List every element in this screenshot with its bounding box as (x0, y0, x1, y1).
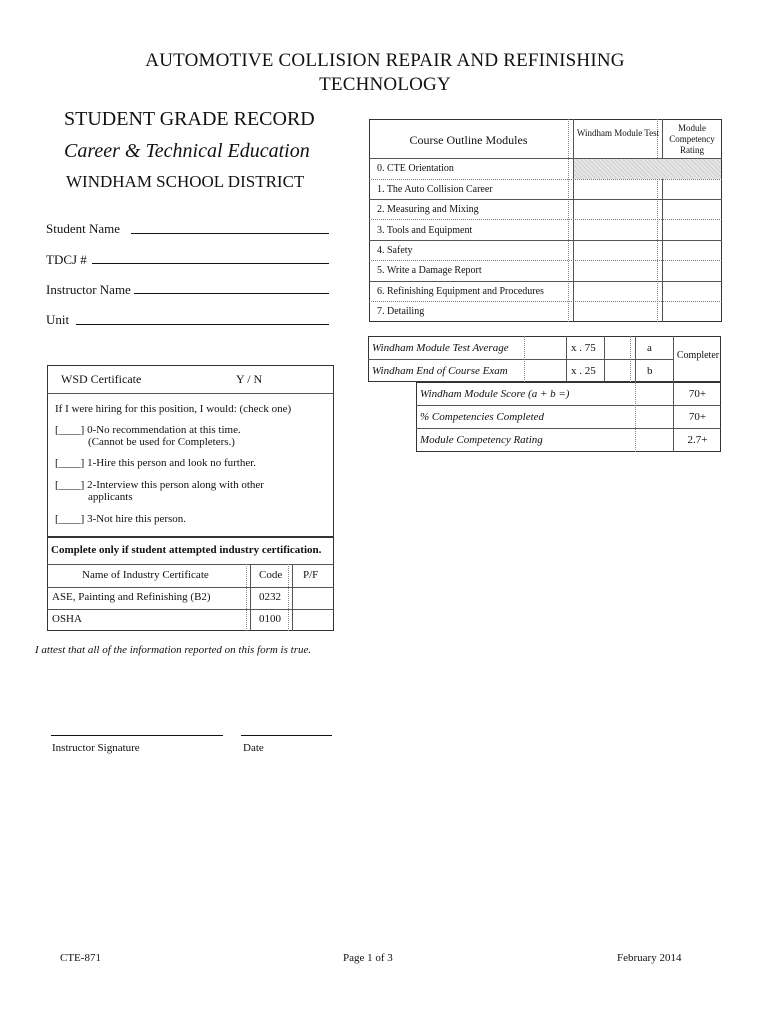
industry-cert-note: Complete only if student attempted industry certification. (51, 544, 322, 556)
date-label: Date (243, 742, 264, 754)
orientation-shaded-cells (574, 159, 721, 179)
option-0-checkbox[interactable]: [____] 0-No recommendation at this time. (55, 424, 241, 436)
header-course-outline: Course Outline Modules (409, 133, 528, 147)
competencies-label: % Competencies Completed (420, 411, 545, 423)
tdcj-field[interactable] (92, 263, 329, 264)
student-name-label: Student Name (46, 221, 121, 236)
page-number: Page 1 of 3 (343, 952, 393, 964)
col-pf: P/F (303, 569, 319, 581)
document-title-line1: AUTOMOTIVE COLLISION REPAIR AND REFINISHING (145, 50, 625, 71)
competency-rating-label: Module Competency Rating (420, 434, 543, 446)
wsd-certificate-yn[interactable]: Y / N (236, 372, 263, 386)
completer-label: Completer (676, 350, 720, 361)
module-row: 1. The Auto Collision Career (377, 184, 493, 195)
tdcj-label: TDCJ # (46, 252, 87, 267)
module-score-requirement: 70+ (688, 388, 707, 400)
cert-row-code: 0232 (259, 591, 281, 603)
unit-field[interactable] (76, 324, 329, 325)
competencies-requirement: 70+ (688, 411, 707, 423)
module-row: 6. Refinishing Equipment and Procedures (377, 286, 544, 297)
option-1-checkbox[interactable]: [____] 1-Hire this person and look no further. (55, 457, 257, 469)
col-code: Code (259, 569, 283, 581)
instructor-signature-field[interactable] (51, 735, 223, 736)
test-average-key: a (647, 342, 652, 354)
instructor-signature-label: Instructor Signature (52, 742, 140, 754)
option-3-checkbox[interactable]: [____] 3-Not hire this person. (55, 513, 187, 525)
end-of-course-key: b (647, 365, 653, 377)
hiring-prompt: If I were hiring for this position, I would: (check one) (55, 403, 292, 415)
module-row: 0. CTE Orientation (377, 163, 454, 174)
module-row: 3. Tools and Equipment (377, 225, 473, 236)
attestation-text: I attest that all of the information reported on this form is true. (35, 644, 312, 656)
option-0-note: (Cannot be used for Completers.) (88, 436, 235, 448)
header-competency-rating: Module Competency Rating (669, 123, 715, 155)
module-row: 7. Detailing (377, 306, 425, 317)
end-of-course-label: Windham End of Course Exam (372, 365, 508, 377)
header-module-test: Windham Module Test (576, 128, 660, 138)
form-date: February 2014 (617, 952, 682, 964)
test-average-label: Windham Module Test Average (372, 342, 509, 354)
record-title: STUDENT GRADE RECORD (64, 108, 315, 130)
instructor-name-field[interactable] (134, 293, 329, 294)
student-name-field[interactable] (131, 233, 329, 234)
unit-label: Unit (46, 312, 70, 327)
cert-row-name: ASE, Painting and Refinishing (B2) (52, 591, 211, 603)
competency-rating-requirement: 2.7+ (687, 434, 708, 446)
wsd-certificate-label: WSD Certificate (61, 372, 142, 386)
col-cert-name: Name of Industry Certificate (82, 569, 209, 581)
date-field[interactable] (241, 735, 332, 736)
form-number: CTE-871 (60, 952, 101, 964)
module-row: 4. Safety (377, 245, 413, 256)
option-2-continued: applicants (88, 491, 133, 503)
district-name: WINDHAM SCHOOL DISTRICT (66, 172, 305, 191)
cert-row-name: OSHA (52, 613, 82, 625)
module-row: 2. Measuring and Mixing (377, 204, 479, 215)
document-title-line2: TECHNOLOGY (319, 74, 451, 95)
option-2-checkbox[interactable]: [____] 2-Interview this person along with other (55, 479, 264, 491)
module-score-label: Windham Module Score (a + b =) (420, 388, 570, 400)
instructor-name-label: Instructor Name (46, 282, 131, 297)
end-of-course-multiplier: x . 25 (571, 365, 596, 377)
cert-row-code: 0100 (259, 613, 281, 625)
test-average-multiplier: x . 75 (571, 342, 596, 354)
module-row: 5. Write a Damage Report (377, 265, 482, 276)
program-title: Career & Technical Education (64, 140, 310, 162)
